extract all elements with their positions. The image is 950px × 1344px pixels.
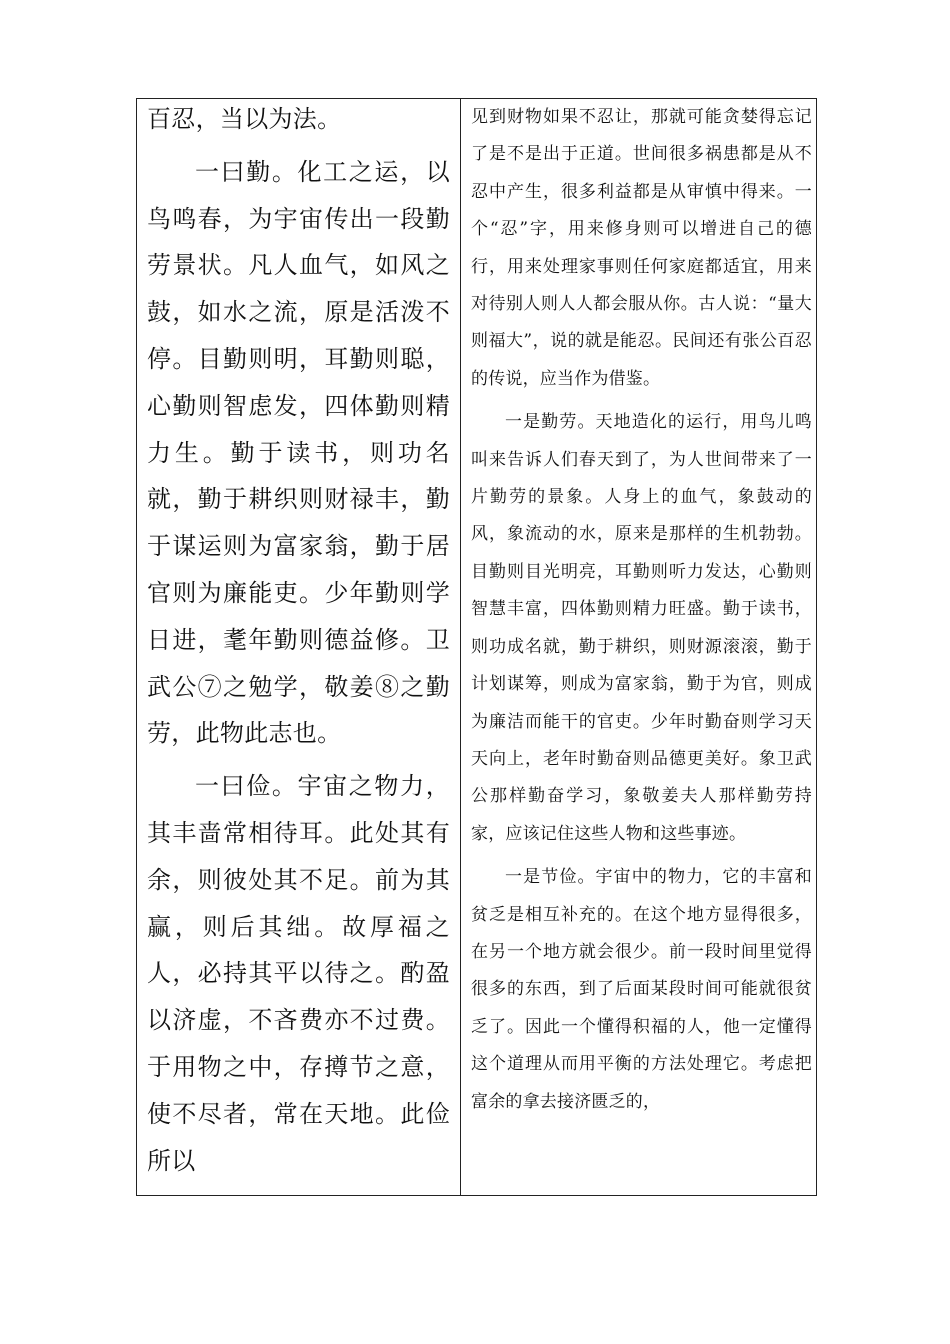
translation-paragraph-patience: 见到财物如果不忍让，那就可能贪婪得忘记了是不是出于正道。世间很多祸患都是从不忍中产生，很多利益都是从审慎中得来。一个“忍”字，用来修身则可以增进自己的德行，用来处理家事则任何家庭都适宜，用来对待别人则人人都会服从你。古人说：“量大则福大”，说的就是能忍。民间还有张公百忍的传说，应当作为借鉴。 <box>471 107 812 389</box>
original-paragraph-frugality: 一曰俭。宇宙之物力，其丰啬常相待耳。此处其有余，则彼处其不足。前为其赢，则后其绌。故厚福之人，必持其平以待之。酌盈以济虚，不吝费亦不过费。于用物之中，存撙节之意，使不尽者，常在天地。此俭所以 <box>147 772 450 1175</box>
original-text-column <box>137 99 461 1195</box>
original-line-continued: 百忍，当以为法。 <box>147 105 342 133</box>
translation-paragraph-diligence: 一是勤劳。天地造化的运行，用鸟儿鸣叫来告诉人们春天到了，为人世间带来了一片勤劳的景象。人身上的血气，象鼓动的风，象流动的水，原来是那样的生机勃勃。目勤则目光明亮，耳勤则听力发达，心勤则智慧丰富，四体勤则精力旺盛。勤于读书，则功成名就，勤于耕织，则财源滚滚，勤于计划谋筹，则成为富家翁，勤于为官，则成为廉洁而能干的官吏。少年时勤奋则学习天天向上，老年时勤奋则品德更美好。象卫武公那样勤奋学习，象敬姜夫人那样勤劳持家，应该记住这些人物和这些事迹。 <box>471 412 812 844</box>
translation-paragraph-frugality: 一是节俭。宇宙中的物力，它的丰富和贫乏是相互补充的。在这个地方显得很多，在另一个地方就会很少。前一段时间里觉得很多的东西，到了后面某段时间可能就很贫乏了。因此一个懂得积福的人，他一定懂得这个道理从而用平衡的方法处理它。考虑把富余的拿去接济匮乏的， <box>471 867 812 1112</box>
translation-column <box>461 99 816 1195</box>
two-column-table <box>136 98 817 1196</box>
original-paragraph-diligence: 一曰勤。化工之运，以鸟鸣春，为宇宙传出一段勤劳景状。凡人血气，如风之鼓，如水之流，原是活泼不停。目勤则明，耳勤则聪，心勤则智虑发，四体勤则精力生。勤于读书，则功名就，勤于耕织则财禄丰，勤于谋运则为富家翁，勤于居官则为廉能吏。少年勤则学日进，耄年勤则德益修。卫武公⑦之勉学，敬姜⑧之勤劳，此物此志也。 <box>147 157 450 748</box>
